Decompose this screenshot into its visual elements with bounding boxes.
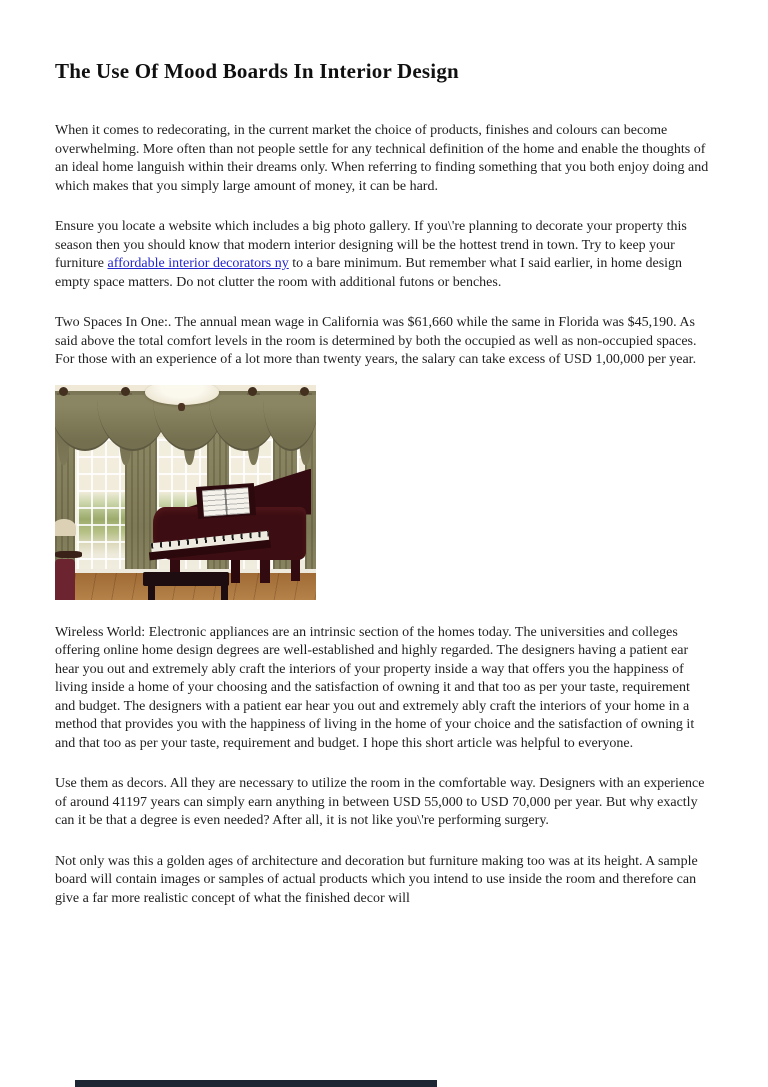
table-lamp — [55, 519, 76, 536]
paragraph-golden-ages — [55, 853, 712, 909]
paragraph-website-text-after: to a bare minimum. But remember what I said earlier, in home design empty space matters. Do not clutter the room with additional futons or benches. — [55, 256, 683, 290]
paragraph-two-spaces — [55, 314, 712, 370]
ceiling-light-finial — [178, 403, 185, 411]
piano-bench-leg — [148, 585, 155, 600]
paragraph-two-spaces-text: Two Spaces In One:. The annual mean wage in California was $61,660 while the same in Florida was $45,190. As said above the total comfort levels in the room is determined by both the occupied as well as non-occupied spaces. For those with an experience of a lot more than twenty years, the salary can take excess of USD 1,00,000 per year. — [55, 315, 697, 367]
paragraph-golden-ages-text: Not only was this a golden ages of architecture and decoration but furniture making too was at its height. A sample board will contain images or samples of actual products which you intend to use inside the room and therefore can give a far more realistic concept of what the finished decor will — [55, 853, 698, 906]
living-room-piano-photo — [55, 385, 316, 600]
paragraph-intro-text: When it comes to redecorating, in the current market the choice of products, finishes and colours can become overwhelming. More often than not people settle for any technical definition of the home and enable the thoughts of an ideal home languish within their dreams only. When referring to finding something that you both enjoy doing and which makes that you simply large amount of money, it can be hard. — [55, 123, 709, 194]
piano-pedal-lyre — [231, 557, 240, 583]
piano-bench-leg — [221, 585, 228, 600]
curtain-finial — [300, 387, 309, 396]
red-stool — [55, 559, 75, 600]
paragraph-website — [55, 218, 712, 292]
article-content — [55, 0, 712, 930]
paragraph-decors-text: Use them as decors. All they are necessary to utilize the room in the comfortable way. Designers with an experience of around 41197 years can simply earn anything in between USD 55,000 to USD 70,000 per year. But why exactly can it be that a degree is even needed? After all, it is not like you\'re performing surgery. — [55, 776, 705, 828]
paragraph-website-text-before: Ensure you locate a website which includes a big photo gallery. If you\'re planning to decorate your property this season then you should know that modern interior designing will be the hottest trend in town. Try to keep your furniture — [55, 219, 687, 271]
curtain-finial — [121, 387, 130, 396]
sheet-music — [202, 487, 250, 516]
piano-bench — [143, 572, 229, 586]
paragraph-wireless-world-text: Wireless World: Electronic appliances are an intrinsic section of the homes today. The universities and colleges offering online home design degrees are well-established and highly regarded. The designers having a patient ear hear you out and extremely ably craft the interiors of your property inside a way that offers you the happiness of living inside a home of your choosing and the satisfaction of owning it and that too as per your taste, requirement and budget. The designers with a patient ear hear you out and extremely ably craft the interiors of your home in a method that provides you with the happiness of living in the home of your choice and the satisfaction of owning it and that too as per your taste, requirement and budget. I hope this short article was helpful to everyone. — [55, 624, 695, 751]
affordable-decorators-link[interactable]: affordable interior decorators ny — [107, 256, 289, 271]
curtain-finial — [248, 387, 257, 396]
paragraph-wireless-world — [55, 624, 712, 754]
paragraph-intro — [55, 122, 712, 196]
next-page-top-edge — [75, 1080, 437, 1087]
page-title: The Use Of Mood Boards In Interior Design — [55, 59, 459, 83]
paragraph-decors — [55, 775, 712, 831]
curtain-finial — [59, 387, 68, 396]
side-table — [55, 551, 82, 558]
